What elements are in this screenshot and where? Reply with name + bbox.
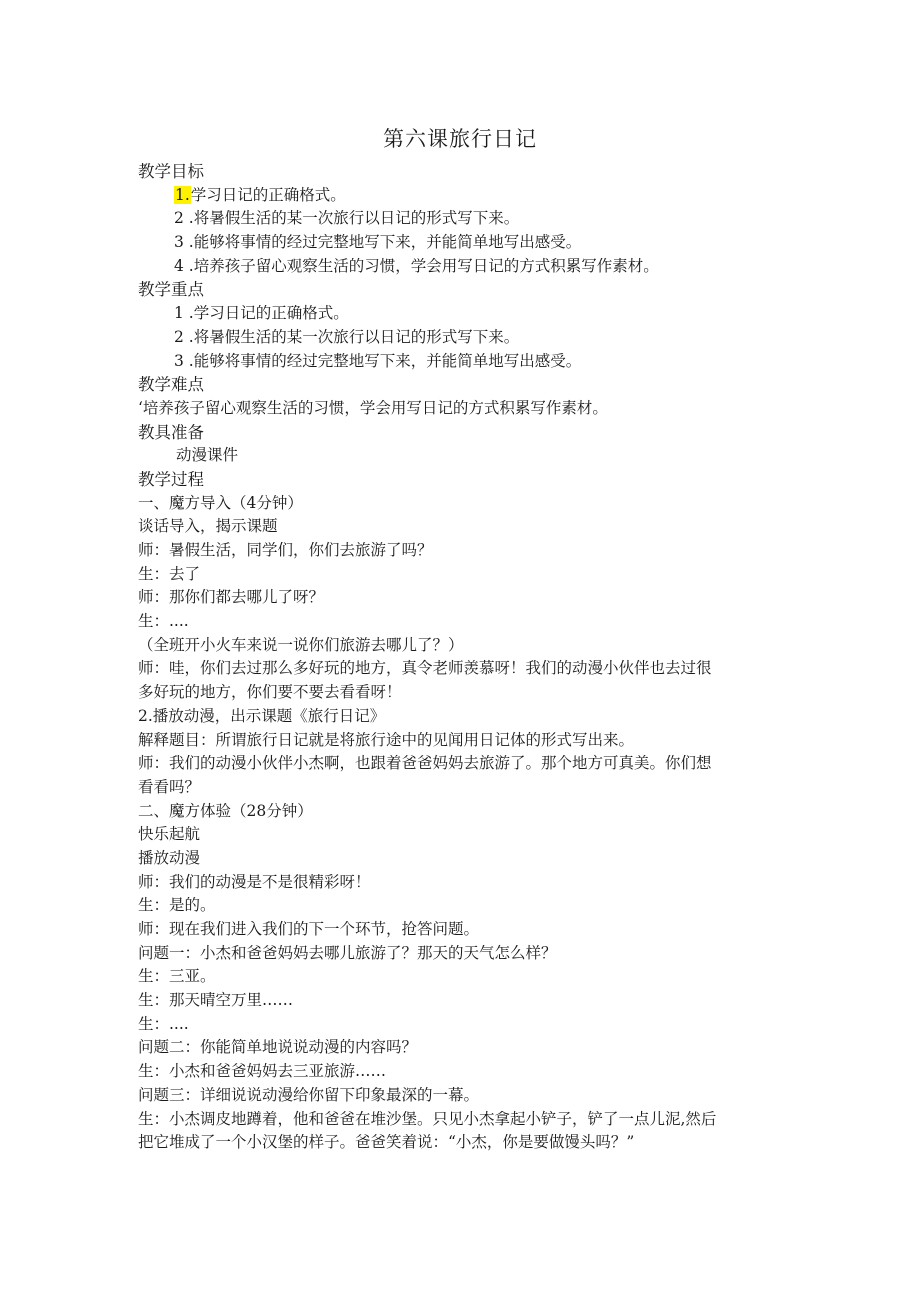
process-line: 师：我们的动漫是不是很精彩呀！ xyxy=(138,872,371,891)
process-line: 师：哇，你们去过那么多好玩的地方，真令老师羡慕呀！我们的动漫小伙伴也去过很 xyxy=(138,659,712,678)
process-line: 生：那天晴空万里…… xyxy=(138,991,294,1010)
process-line: 多好玩的地方，你们要不要去看看呀！ xyxy=(138,683,402,702)
process-line: （全班开小火车来说一说你们旅游去哪儿了？） xyxy=(138,635,464,654)
key-points-heading: 教学重点 xyxy=(138,280,204,300)
objective-text: .将暑假生活的某一次旅行以日记的形式写下来。 xyxy=(183,209,520,228)
materials-text: 动漫课件 xyxy=(176,446,239,465)
key-point-item: 1 .学习日记的正确格式。 xyxy=(174,304,349,323)
process-line: 问题二：你能简单地说说动漫的内容吗？ xyxy=(138,1038,418,1057)
process-line: 2.播放动漫，出示课题《旅行日记》 xyxy=(138,706,386,725)
process-line: 师：我们的动漫小伙伴小杰啊，也跟着爸爸妈妈去旅游了。那个地方可真美。你们想 xyxy=(138,754,712,773)
process-line: 生：.... xyxy=(138,1014,189,1033)
process-line: 师：暑假生活，同学们，你们去旅游了吗？ xyxy=(138,541,433,559)
process-line: 师：那你们都去哪儿了呀？ xyxy=(138,588,325,607)
key-point-item: 3 .能够将事情的经过完整地写下来，并能简单地写出感受。 xyxy=(174,351,582,370)
difficulty-heading: 教学难点 xyxy=(138,375,204,395)
process-line: 问题一：小杰和爸爸妈妈去哪儿旅游了？那天的天气怎么样？ xyxy=(138,943,557,962)
process-line: 生：小杰和爸爸妈妈去三亚旅游…… xyxy=(138,1062,387,1081)
highlight-mark: 1. xyxy=(175,185,190,204)
materials-heading: 教具准备 xyxy=(138,422,204,442)
process-line: 生：去了 xyxy=(138,564,201,583)
process-line: 快乐起航 xyxy=(138,825,201,844)
process-line: 问题三：详细说说动漫给你留下印象最深的一幕。 xyxy=(138,1085,480,1104)
document-body xyxy=(138,160,788,1155)
objective-item xyxy=(138,231,788,255)
key-point-item: 2 .将暑假生活的某一次旅行以日记的形式写下来。 xyxy=(174,327,520,346)
objective-item xyxy=(138,255,788,279)
process-heading: 教学过程 xyxy=(138,469,204,489)
process-line: 把它堆成了一个小汉堡的样子。爸爸笑着说：“小杰，你是要做馒头吗？” xyxy=(138,1133,635,1152)
process-line: 解释题目：所谓旅行日记就是将旅行途中的见闻用日记体的形式写出来。 xyxy=(138,730,635,749)
objective-item xyxy=(138,184,788,208)
objectives-heading: 教学目标 xyxy=(138,162,204,181)
process-line: 生：小杰调皮地蹲着，他和爸爸在堆沙堡。只见小杰拿起小铲子，铲了一点儿泥,然后 xyxy=(138,1109,717,1128)
process-line: 看看吗？ xyxy=(138,777,201,796)
difficulty-text: ‘培养孩子留心观察生活的习惯，学会用写日记的方式积累写作素材。 xyxy=(138,398,608,417)
process-line: 二、魔方体验（28分钟） xyxy=(138,801,313,820)
objective-item xyxy=(138,207,788,231)
process-line: 生：三亚。 xyxy=(138,967,216,986)
process-line: 播放动漫 xyxy=(138,848,201,867)
process-line: 谈话导入，揭示课题 xyxy=(138,517,278,536)
process-line: 一、魔方导入（4分钟） xyxy=(138,493,303,512)
objective-text: 学习日记的正确格式。 xyxy=(190,185,346,204)
objective-num: 2 xyxy=(174,209,184,228)
process-line: 生：.... xyxy=(138,612,189,631)
objective-num: 3 xyxy=(174,233,184,252)
process-line: 生：是的。 xyxy=(138,896,216,915)
process-line: 师：现在我们进入我们的下一个环节，抢答问题。 xyxy=(138,920,480,938)
objective-num: 4 xyxy=(174,256,184,275)
document-title: 第六课旅行日记 xyxy=(383,127,537,151)
objective-text: .能够将事情的经过完整地写下来，并能简单地写出感受。 xyxy=(183,233,582,252)
objective-text: .培养孩子留心观察生活的习惯，学会用写日记的方式积累写作素材。 xyxy=(183,256,659,275)
